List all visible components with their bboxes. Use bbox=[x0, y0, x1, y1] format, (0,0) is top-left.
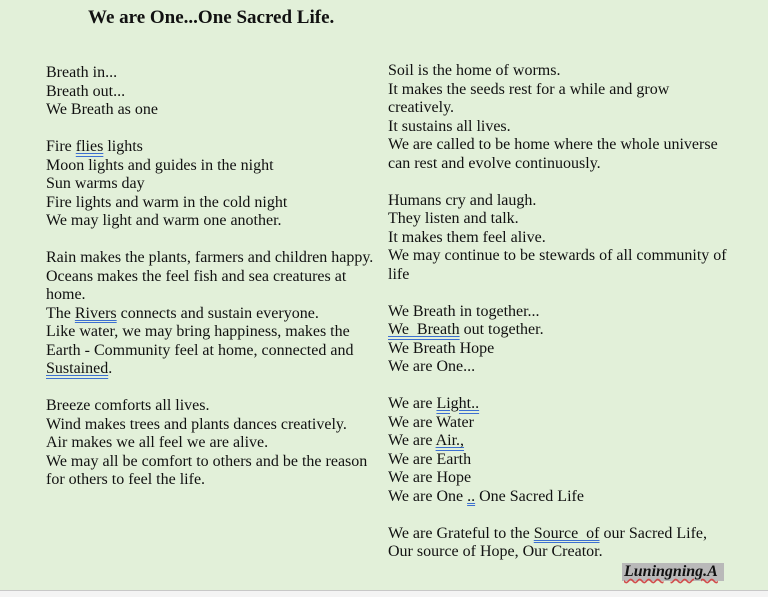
poem-line: They listen and talk. bbox=[388, 210, 519, 227]
poem-line: We may all be comfort to others and be the reason for others to feel the life. bbox=[46, 452, 368, 488]
poem-line: It makes them feel alive. bbox=[388, 228, 546, 246]
poem-line: We Breath as one bbox=[46, 101, 158, 118]
poem-line: We are Hope bbox=[388, 469, 472, 486]
stanza-grateful bbox=[388, 525, 728, 562]
poem-line: We Breath in together... bbox=[388, 302, 540, 320]
spellcheck-word[interactable]: Air., bbox=[435, 432, 465, 449]
text-segment: lights bbox=[103, 138, 143, 155]
stanza-fire bbox=[46, 138, 376, 231]
poem-line: Oceans makes the feel fish and sea creatures at home. bbox=[46, 267, 347, 303]
poem-line: We are One... bbox=[388, 358, 476, 375]
right-column bbox=[388, 62, 728, 562]
spellcheck-word[interactable]: Source of bbox=[533, 524, 600, 542]
poem-line: We are Water bbox=[388, 413, 474, 431]
stanza-soil bbox=[388, 62, 728, 173]
poem-line: It makes the seeds rest for a while and grow creatively. bbox=[388, 80, 670, 116]
text-segment: We are One bbox=[388, 487, 468, 505]
poem-line: We Breath Hope bbox=[388, 339, 495, 357]
spellcheck-word[interactable]: Sustained bbox=[46, 360, 109, 377]
poem-title: We are One...One Sacred Life. bbox=[88, 7, 335, 28]
spellcheck-word[interactable]: Rivers bbox=[74, 304, 117, 322]
spellcheck-word[interactable]: .. bbox=[467, 487, 476, 505]
poem-line: Breeze comforts all lives. bbox=[46, 397, 210, 414]
poem-line: It sustains all lives. bbox=[388, 117, 511, 135]
text-segment: One Sacred Life bbox=[475, 487, 584, 505]
stanza-we-are bbox=[388, 395, 728, 506]
text-segment: connects and sustain everyone. bbox=[116, 304, 319, 322]
poem-line: Sun warms day bbox=[46, 175, 145, 192]
text-segment: We are Grateful to the bbox=[388, 524, 534, 542]
poem-line: Our source of Hope, Our Creator. bbox=[388, 543, 603, 560]
poem-line: Air makes we all feel we are alive. bbox=[46, 434, 269, 451]
text-segment: our Sacred Life, bbox=[599, 524, 708, 542]
spellcheck-word[interactable]: flies bbox=[75, 138, 104, 155]
text-segment: Fire bbox=[46, 138, 76, 155]
poem-line bbox=[46, 305, 376, 324]
poem-line bbox=[46, 138, 376, 157]
poem-line bbox=[388, 395, 728, 414]
poem-line: Humans cry and laugh. bbox=[388, 191, 537, 209]
poem-line: Moon lights and guides in the night bbox=[46, 156, 274, 174]
spellcheck-word[interactable]: We Breath bbox=[388, 321, 460, 338]
poem-line bbox=[388, 488, 728, 507]
poem-line bbox=[46, 323, 376, 379]
poem-line: We may continue to be stewards of all community of life bbox=[388, 247, 727, 283]
poem-line: Breath out... bbox=[46, 82, 126, 100]
stanza-humans bbox=[388, 192, 728, 285]
poem-line bbox=[388, 321, 728, 340]
poem-line: We may light and warm one another. bbox=[46, 212, 282, 229]
poem-line: Rain makes the plants, farmers and children happy. bbox=[46, 249, 374, 266]
poem-line bbox=[388, 525, 728, 544]
left-column bbox=[46, 64, 376, 490]
poem-line: We are Earth bbox=[388, 450, 472, 468]
text-segment: Like water, we may bring happiness, makes the Earth - Community feel at home, connected and bbox=[46, 323, 354, 359]
spellcheck-word[interactable]: Light.. bbox=[436, 395, 480, 412]
author-signature: Luningning.A bbox=[622, 563, 724, 581]
text-segment: We are bbox=[388, 395, 437, 412]
poem-line: Soil is the home of worms. bbox=[388, 62, 561, 79]
poem-line: Breath in... bbox=[46, 64, 118, 81]
text-segment: . bbox=[108, 360, 113, 377]
text-segment: out together. bbox=[459, 321, 544, 338]
stanza-air bbox=[46, 397, 376, 490]
poem-line: We are called to be home where the whole universe can rest and evolve continuously. bbox=[388, 136, 718, 172]
text-segment: The bbox=[46, 304, 75, 322]
poem-line bbox=[388, 432, 728, 451]
stanza-water bbox=[46, 249, 376, 379]
poem-line: Fire lights and warm in the cold night bbox=[46, 193, 288, 211]
text-segment: We are bbox=[388, 432, 436, 449]
stanza-together bbox=[388, 303, 728, 377]
stanza-breath bbox=[46, 64, 376, 120]
poem-line: Wind makes trees and plants dances creatively. bbox=[46, 415, 347, 433]
